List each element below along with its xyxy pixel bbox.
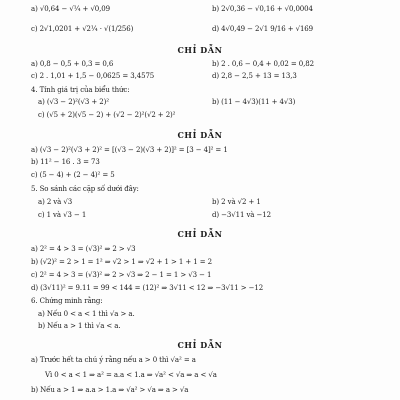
text-line-ans1b: b) 2 . 0,6 − 0,4 + 0,02 = 0,82 <box>212 60 314 68</box>
text-line-ans4a: a) Trước hết ta chú ý rằng nếu a > 0 thì √a² = a <box>31 356 196 364</box>
text-line-q5: 5. So sánh các cặp số dưới đây: <box>31 185 139 193</box>
text-line-ans4b: b) Nếu a > 1 ⇒ a.a > 1.a ⇒ √a² > √a ⇒ a > √a <box>31 386 189 394</box>
text-line-q5a: a) 2 và √3 <box>38 198 73 206</box>
text-line-q5b: b) 2 và √2 + 1 <box>212 198 261 206</box>
text-line-q4c: c) (√5 + 2)(√5 − 2) + (√2 − 2)²(√2 + 2)² <box>38 111 176 119</box>
section-heading-h1: CHỈ DẪN <box>177 45 223 55</box>
section-heading-h2: CHỈ DẪN <box>177 130 223 140</box>
text-line-c_top: c) 2√1,0201 + √2¼ · √(1/256) <box>31 25 134 33</box>
text-line-ans1d: d) 2,8 − 2,5 + 13 = 13,3 <box>212 72 297 80</box>
text-line-ans4a2: Vì 0 < a < 1 ⇒ a² = a.a < 1.a ⇒ √a² < √a ⇒ a < √a <box>45 371 217 379</box>
text-line-ans1a: a) 0,8 − 0,5 + 0,3 = 0,6 <box>31 60 114 68</box>
text-line-ans2c: c) (5 − 4) + (2 − 4)² = 5 <box>31 171 115 179</box>
text-line-ans3c: c) 2² = 4 > 3 = (√3)² ⇒ 2 > √3 ⇒ 2 − 1 = 1 > √3 − 1 <box>31 271 212 279</box>
text-line-a_top: a) √0,64 − √¼ + √0,09 <box>31 5 110 13</box>
text-line-q5c: c) 1 và √3 − 1 <box>38 211 87 219</box>
text-line-q5d: d) −3√11 và −12 <box>212 211 271 219</box>
text-line-ans3a: a) 2² = 4 > 3 = (√3)² ⇒ 2 > √3 <box>31 245 136 253</box>
text-line-ans2b: b) 11² − 16 . 3 = 73 <box>31 158 100 166</box>
section-heading-h3: CHỈ DẪN <box>177 229 223 239</box>
text-line-d_top: d) 4√0,49 − 2√1 9/16 + √169 <box>212 25 314 33</box>
text-line-q4: 4. Tính giá trị của biểu thức: <box>31 86 130 94</box>
text-line-ans1c: c) 2 . 1,01 + 1,5 − 0,0625 = 3,4575 <box>31 72 155 80</box>
text-line-q6: 6. Chứng minh rằng: <box>31 297 103 305</box>
text-line-ans3d: d) (3√11)² = 9.11 = 99 < 144 = (12)² ⇒ 3√11 < 12 ⇒ −3√11 > −12 <box>31 284 264 292</box>
section-heading-h4: CHỈ DẪN <box>177 340 223 350</box>
text-line-q4a: a) (√3 − 2)²(√3 + 2)² <box>38 98 109 106</box>
text-line-q4b: b) (11 − 4√3)(11 + 4√3) <box>212 98 296 106</box>
text-line-b_top: b) 2√0,36 − √0,16 + √0,0004 <box>212 5 313 13</box>
text-line-ans3b: b) (√2)² = 2 > 1 = 1² ⇒ √2 > 1 ⇒ √2 + 1 > 1 + 1 = 2 <box>31 258 212 266</box>
text-line-q6a: a) Nếu 0 < a < 1 thì √a > a. <box>38 310 135 318</box>
text-line-q6b: b) Nếu a > 1 thì √a < a. <box>38 322 121 330</box>
text-line-ans2a: a) (√3 − 2)²(√3 + 2)² = [(√3 − 2)(√3 + 2)]² = [3 − 4]² = 1 <box>31 146 228 154</box>
